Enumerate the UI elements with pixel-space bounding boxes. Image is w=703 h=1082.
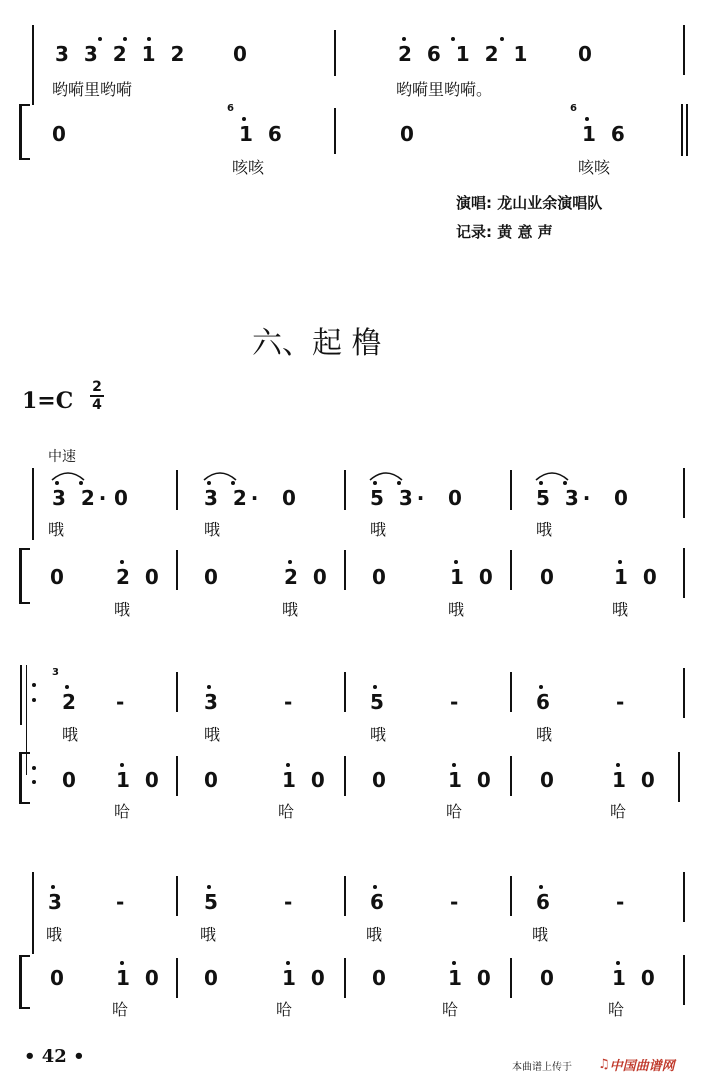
barline [683, 955, 685, 1005]
note: 6 [370, 890, 388, 914]
octave-dot [65, 685, 69, 689]
octave-dot [500, 37, 504, 41]
rest: 0 [204, 768, 222, 792]
rest: 0 [62, 768, 80, 792]
lyric: 哈 [446, 802, 463, 821]
lyric: 哈 [276, 1000, 293, 1019]
barline [176, 876, 178, 916]
barline [344, 470, 346, 510]
octave-dot [79, 481, 83, 485]
barline [683, 548, 685, 598]
staff-bracket [19, 955, 30, 1009]
rest: 0 [614, 486, 632, 510]
rest: 0 [50, 565, 68, 589]
octave-dot [585, 117, 589, 121]
note: 6 [536, 890, 554, 914]
note-group: 1 0 [448, 768, 495, 792]
dash: - [116, 690, 129, 714]
barline [176, 958, 178, 998]
barline [510, 876, 512, 916]
octave-dot [147, 37, 151, 41]
source-note: 本曲谱上传于 [512, 1062, 572, 1073]
note-group: 1 0 [282, 768, 329, 792]
barline [681, 104, 683, 156]
note-group: 2 0 [116, 565, 163, 589]
credit-recorder: 记录: 黄 意 声 [456, 223, 553, 241]
barline [683, 872, 685, 922]
lyric: 哦 [448, 600, 465, 619]
staff-bracket [19, 752, 30, 804]
barline [510, 756, 512, 796]
barline [176, 470, 178, 510]
dash: - [616, 690, 629, 714]
note: 5 [204, 890, 222, 914]
lyric: 哦 [536, 520, 553, 539]
barline [678, 752, 680, 802]
lyric: 咳咳 [578, 158, 611, 177]
barline [176, 756, 178, 796]
dash: - [284, 690, 297, 714]
barline [683, 468, 685, 518]
octave-dot [452, 763, 456, 767]
octave-dot [286, 763, 290, 767]
rest: 0 [50, 966, 68, 990]
lyric: 哦 [48, 520, 65, 539]
dash: - [284, 890, 297, 914]
lyric: 哈 [442, 1000, 459, 1019]
octave-dot [373, 685, 377, 689]
note-group: 1 6 [239, 122, 286, 146]
rest: 0 [114, 486, 132, 510]
rest: 0 [204, 966, 222, 990]
dash: - [116, 890, 129, 914]
octave-dot [123, 37, 127, 41]
octave-dot [452, 961, 456, 965]
octave-dot [539, 685, 543, 689]
time-signature [90, 380, 104, 412]
barline [176, 550, 178, 590]
rest: 0 [204, 565, 222, 589]
octave-dot [288, 560, 292, 564]
barline [510, 672, 512, 712]
lyric: 哈 [278, 802, 295, 821]
repeat-dot [32, 698, 36, 702]
note: 2 [62, 690, 80, 714]
barline [32, 25, 34, 105]
octave-dot [539, 885, 543, 889]
repeat-dot [32, 780, 36, 784]
slur [50, 468, 86, 482]
lyric: 哦 [46, 925, 63, 944]
barline [683, 25, 685, 75]
note-group: 1 6 [582, 122, 629, 146]
lyric: 哦 [114, 600, 131, 619]
barline [334, 108, 336, 154]
rest: 0 [372, 966, 390, 990]
music-note-icon: ♫ [598, 1057, 610, 1072]
note-group: 5 3· [536, 486, 595, 510]
lyric: 哟嗬里哟嗬。 [396, 80, 493, 99]
note-group: 1 0 [612, 768, 659, 792]
rest: 0 [448, 486, 466, 510]
grace-note: 6 [570, 103, 577, 114]
note-group: 1 0 [116, 768, 163, 792]
lyric: 哈 [608, 1000, 625, 1019]
dash: - [616, 890, 629, 914]
barline [176, 672, 178, 712]
octave-dot [242, 117, 246, 121]
note-group: 3 2· [52, 486, 111, 510]
note-group: 1 0 [282, 966, 329, 990]
note-group: 1 0 [116, 966, 163, 990]
staff-bracket [19, 104, 30, 160]
barline [344, 876, 346, 916]
note-group: 1 0 [448, 966, 495, 990]
octave-dot [286, 961, 290, 965]
note: 6 [536, 690, 554, 714]
octave-dot [397, 481, 401, 485]
site-logo [598, 1055, 675, 1074]
credit-singer: 演唱: 龙山业余演唱队 [456, 194, 603, 212]
staff-bracket [19, 548, 30, 604]
barline [683, 668, 685, 718]
key-label: 1=C [22, 388, 74, 414]
final-barline [686, 104, 688, 156]
lyric: 哦 [204, 520, 221, 539]
lyric: 哈 [610, 802, 627, 821]
lyric: 哦 [612, 600, 629, 619]
lyric: 哦 [536, 725, 553, 744]
octave-dot [451, 37, 455, 41]
grace-note: 3 [52, 667, 59, 678]
note-group: 3 3 2 1 2 [55, 42, 189, 66]
rest: 0 [233, 42, 251, 66]
repeat-dot [32, 766, 36, 770]
lyric: 哈 [112, 1000, 129, 1019]
slur [534, 468, 570, 482]
octave-dot [616, 961, 620, 965]
octave-dot [55, 481, 59, 485]
lyric: 哟嗬里哟嗬 [52, 80, 133, 99]
barline [510, 550, 512, 590]
lyric: 哦 [200, 925, 217, 944]
note-group: 5 3· [370, 486, 429, 510]
lyric: 哈 [114, 802, 131, 821]
note-group: 1 0 [612, 966, 659, 990]
note-group: 2 6 1 2 1 [398, 42, 532, 66]
dash: - [450, 890, 463, 914]
key-signature [22, 388, 73, 414]
barline [510, 470, 512, 510]
octave-dot [207, 885, 211, 889]
dash: - [450, 690, 463, 714]
rest: 0 [52, 122, 70, 146]
barline [510, 958, 512, 998]
octave-dot [98, 37, 102, 41]
repeat-barline [20, 665, 22, 725]
lyric: 哦 [282, 600, 299, 619]
lyric: 哦 [366, 925, 383, 944]
lyric: 哦 [370, 520, 387, 539]
rest: 0 [372, 768, 390, 792]
lyric: 哦 [532, 925, 549, 944]
page-number: • 42 • [24, 1046, 85, 1067]
note: 5 [370, 690, 388, 714]
octave-dot [373, 481, 377, 485]
octave-dot [51, 885, 55, 889]
octave-dot [120, 763, 124, 767]
lyric: 咳咳 [232, 158, 265, 177]
barline [32, 872, 34, 954]
octave-dot [373, 885, 377, 889]
octave-dot [120, 961, 124, 965]
rest: 0 [540, 768, 558, 792]
barline [344, 756, 346, 796]
barline [32, 468, 34, 540]
octave-dot [120, 560, 124, 564]
octave-dot [563, 481, 567, 485]
slur [368, 468, 404, 482]
slur [202, 468, 238, 482]
octave-dot [231, 481, 235, 485]
lyric: 哦 [62, 725, 79, 744]
time-top: 2 [92, 379, 102, 395]
note-group: 1 0 [450, 565, 497, 589]
note: 3 [48, 890, 66, 914]
octave-dot [454, 560, 458, 564]
octave-dot [207, 481, 211, 485]
grace-note: 6 [227, 103, 234, 114]
time-bottom: 4 [92, 397, 102, 413]
barline [344, 550, 346, 590]
lyric: 哦 [370, 725, 387, 744]
octave-dot [207, 685, 211, 689]
note: 3 [204, 690, 222, 714]
barline [334, 30, 336, 76]
repeat-dot [32, 683, 36, 687]
rest: 0 [540, 966, 558, 990]
site-name: 中国曲谱网 [609, 1059, 675, 1074]
piece-title: 六、起 橹 [252, 326, 382, 361]
octave-dot [402, 37, 406, 41]
rest: 0 [282, 486, 300, 510]
tempo-mark: 中速 [48, 449, 76, 465]
note-group: 2 0 [284, 565, 331, 589]
octave-dot [616, 763, 620, 767]
octave-dot [618, 560, 622, 564]
octave-dot [539, 481, 543, 485]
barline [344, 958, 346, 998]
note-group: 3 2· [204, 486, 263, 510]
rest: 0 [578, 42, 596, 66]
lyric: 哦 [204, 725, 221, 744]
rest: 0 [400, 122, 418, 146]
rest: 0 [372, 565, 390, 589]
barline [344, 672, 346, 712]
note-group: 1 0 [614, 565, 661, 589]
rest: 0 [540, 565, 558, 589]
